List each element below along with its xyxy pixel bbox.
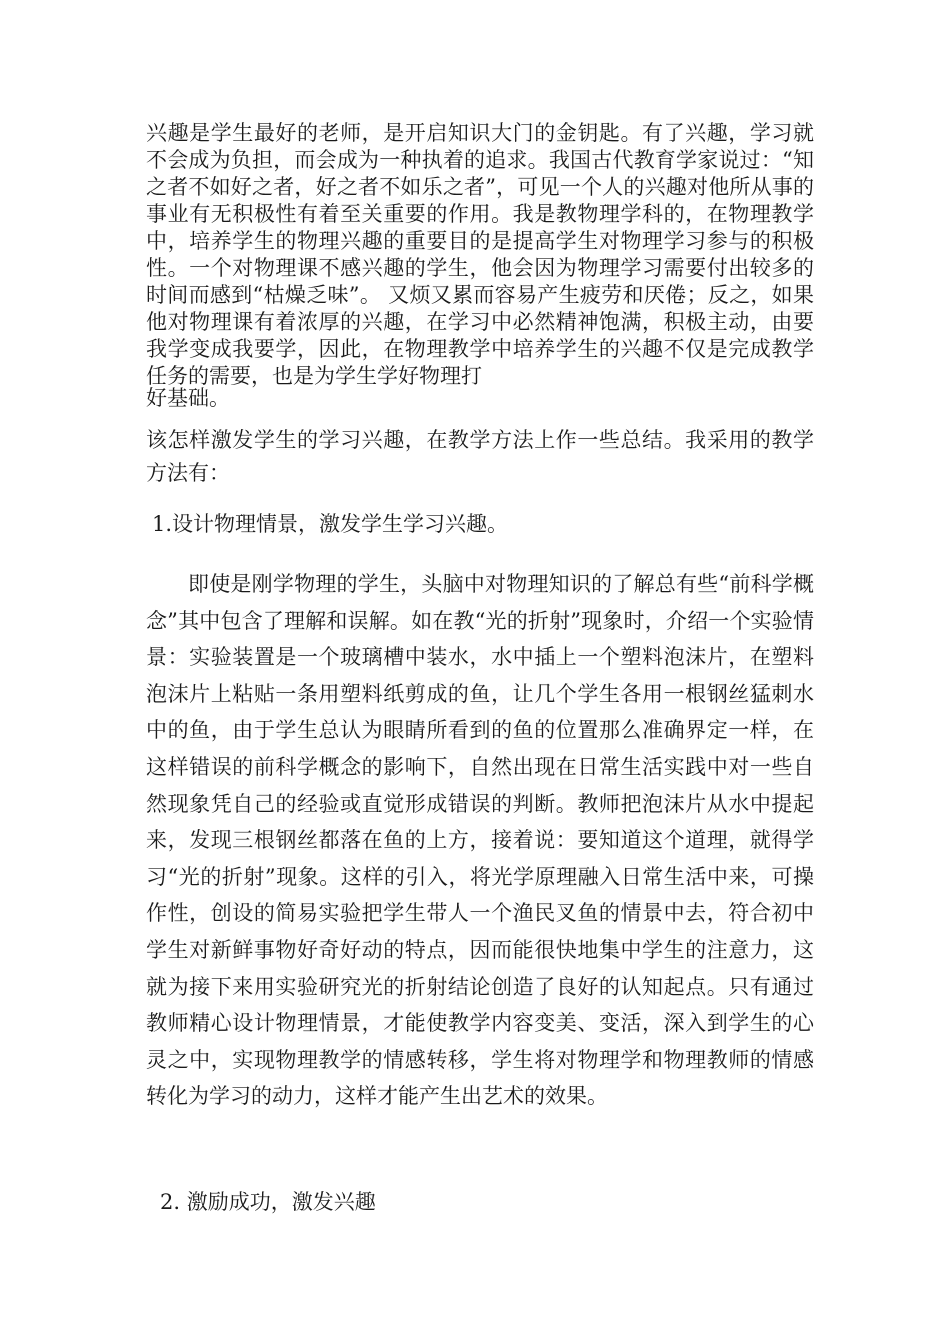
section-body-1: 即使是刚学物理的学生，头脑中对物理知识的了解总有些“前科学概念”其中包含了理解和误解。如在教“光的折射”现象时，介绍一个实验情景：实验装置是一个玻璃槽中装水，水中插上一个塑料泡沫片，在塑料泡沫片上粘贴一条用塑料纸剪成的鱼，让几个学生各用一根钢丝猛刺水中的鱼，由于学生总认为眼睛所看到的鱼的位置那么准确界定一样，在这样错误的前科学概念的影响下，自然出现在日常生活实践中对一些自然现象凭自己的经验或直觉形成错误的判断。教师把泡沫片从水中提起来，发现三根钢丝都落在鱼的上方，接着说：要知道这个道理，就得学习“光的折射”现象。这样的引入，将光学原理融入日常生活中来，可操作性，创设的简易实验把学生带人一个渔民叉鱼的情景中去，符合初中学生对新鲜事物好奇好动的特点，因而能很快地集中学生的注意力，这就为接下来用实验研究光的折射结论创造了良好的认知起点。只有通过教师精心设计物理情景，才能使教学内容变美、变活，深入到学生的心灵之中，实现物理教学的情感转移，学生将对物理学和物理教师的情感转化为学习的动力，这样才能产生出艺术的效果。	[146, 572, 814, 1109]
intro-paragraph-tail: 好基础。	[146, 386, 230, 410]
section-heading-1: 1.设计物理情景，激发学生学习兴趣。	[152, 512, 509, 536]
section-heading-2: 2. 激励成功，激发兴趣	[160, 1190, 376, 1214]
intro-paragraph: 兴趣是学生最好的老师，是开启知识大门的金钥匙。有了兴趣，学习就不会成为负担，而会成为一种执着的追求。我国古代教育学家说过：“知之者不如好之者，好之者不如乐之者”，可见一个人的兴趣对他所从事的事业有无积极性有着至关重要的作用。我是教物理学科的，在物理教学中，培养学生的物理兴趣的重要目的是提高学生对物理学习参与的积极性。一个对物理课不感兴趣的学生，他会因为物理学习需要付出较多的时间而感到“枯燥乏味”。 又烦又累而容易产生疲劳和厌倦；反之，如果他对物理课有着浓厚的兴趣，在学习中必然精神饱满，积极主动，由要我学变成我要学，因此，在物理教学中培养学生的兴趣不仅是完成教学任务的需要，也是为学生学好物理打	[146, 121, 814, 388]
question-paragraph: 该怎样激发学生的学习兴趣，在教学方法上作一些总结。我采用的教学方法有：	[146, 428, 814, 485]
